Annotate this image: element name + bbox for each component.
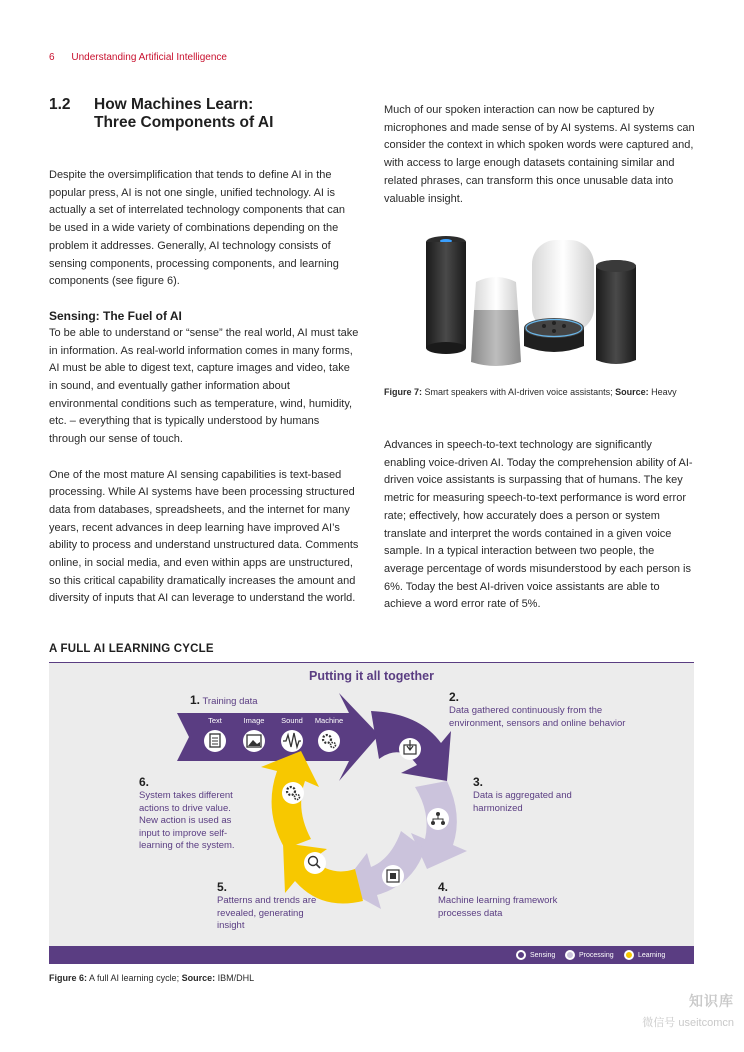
google-home-speaker xyxy=(471,277,521,366)
learning-dot-icon xyxy=(624,950,634,960)
category-sound-label: Sound xyxy=(281,716,303,725)
download-icon xyxy=(399,738,421,760)
figure-6-caption xyxy=(49,973,254,983)
fig7-label: Figure 7: xyxy=(384,387,423,397)
section-title-line1: How Machines Learn: xyxy=(94,96,254,113)
speech-paragraph-2: Advances in speech-to-text technology are significantly enabling voice-driven AI. Today the comprehension ability of AI-driven voice assistants is surpassing that of humans. The key metric for measuring speech-to-text performance is word error rate; effectively, how accurately does a person or system translate and interpret the words contained in a given voice sample. In a typical interaction between two people, the average percentage of words misunderstood by each person is 6%. Today the best AI-driven voice assistants are able to achieve a word error rate of 5%. xyxy=(384,439,693,611)
speech-paragraph-2-block xyxy=(384,437,696,614)
step4-number: 4. xyxy=(438,880,449,894)
fig6-source-label: Source: xyxy=(181,973,216,983)
step4-text: Machine learning framework processes data xyxy=(438,895,558,919)
step5-label xyxy=(217,880,327,933)
step1-number: 1. xyxy=(190,693,201,707)
step3-text: Data is aggregated and harmonized xyxy=(473,790,572,814)
intro-paragraph: Despite the oversimplification that tends to define AI in the popular press, AI is not one single, unified technology. AI is actually a set of interrelated technology components that can be used in a wide variety of combinations depending on the problem it addresses. Generally, AI technology consists of sensing components, processing components, and learning components (see figure 6). xyxy=(49,169,345,288)
category-image-label: Image xyxy=(243,716,265,725)
diagram-title: Putting it all together xyxy=(309,669,434,683)
step3-number: 3. xyxy=(473,775,484,789)
fig7-text: Smart speakers with AI-driven voice assistants; xyxy=(422,387,616,397)
hierarchy-icon xyxy=(427,808,449,830)
sensing-heading: Sensing: The Fuel of AI xyxy=(49,308,182,323)
fig6-source: IBM/DHL xyxy=(215,973,255,983)
legend-sensing-label: Sensing xyxy=(530,951,556,959)
step1-text: Training data xyxy=(202,696,258,707)
step4-label xyxy=(438,880,588,920)
sensing-paragraph-1: To be able to understand or “sense” the real world, AI must take in information. As real-world information comes in many forms, AI must be able to digest text, capture images and video, take in sound, and eventually gather information about environmental conditions such as temperature, wind, humidity, etc. – everything that is typically understood by humans through our sense of touch. xyxy=(49,326,359,446)
fig7-source: Heavy xyxy=(648,387,677,397)
action-gear-icon xyxy=(282,782,304,804)
page-number: 6 xyxy=(49,52,55,63)
chip-icon xyxy=(382,865,404,887)
category-machine-label: Machine xyxy=(314,716,344,725)
legend-learning xyxy=(624,950,665,960)
sensing-dot-icon xyxy=(516,950,526,960)
fig6-label: Figure 6: xyxy=(49,973,88,983)
running-title: Understanding Artificial Intelligence xyxy=(71,52,227,63)
step2-label xyxy=(449,690,659,730)
right-column xyxy=(384,102,696,208)
sound-icon xyxy=(281,730,303,752)
section-title-line2: Three Components of AI xyxy=(94,114,274,131)
legend-learning-label: Learning xyxy=(638,951,666,959)
legend-processing-label: Processing xyxy=(579,951,614,959)
category-text-label: Text xyxy=(208,716,222,725)
step5-number: 5. xyxy=(217,880,228,894)
watermark-line2: 微信号 useitcomcn xyxy=(642,1017,734,1029)
step2-number: 2. xyxy=(449,690,460,704)
text-icon xyxy=(204,730,226,752)
watermark xyxy=(642,990,734,1034)
step5-text: Patterns and trends are revealed, generating insight xyxy=(217,895,317,931)
figure-7-caption-block xyxy=(384,386,696,399)
echo-dot-speaker xyxy=(524,318,584,352)
legend-bar xyxy=(49,946,694,964)
running-header xyxy=(49,52,227,63)
homepod-speaker xyxy=(532,240,594,332)
learning-cycle-diagram xyxy=(49,663,694,946)
left-column xyxy=(49,96,359,608)
step2-text: Data gathered continuously from the environment, sensors and online behavior xyxy=(449,705,626,729)
figure-7-caption xyxy=(384,386,696,399)
fig7-source-label: Source: xyxy=(615,387,649,397)
legend-sensing xyxy=(516,950,555,960)
step6-label xyxy=(139,775,251,853)
smart-speakers-image xyxy=(384,232,684,382)
diagram-heading: A FULL AI LEARNING CYCLE xyxy=(49,643,214,655)
image-icon xyxy=(243,730,265,752)
search-insight-icon xyxy=(304,852,326,874)
echo-speaker xyxy=(596,260,636,364)
legend-processing xyxy=(565,950,614,960)
invoke-speaker xyxy=(426,236,466,354)
speech-paragraph-1: Much of our spoken interaction can now be captured by microphones and made sense of by AI systems. AI systems can consider the context in which spoken words were captured and, with access to large enough datasets containing similar and related phrases, can transform this once unusable data into valuable insight. xyxy=(384,104,695,205)
step6-number: 6. xyxy=(139,775,150,789)
section-number: 1.2 xyxy=(49,96,71,113)
section-heading xyxy=(49,96,359,132)
machine-gear-icon xyxy=(318,730,340,752)
processing-dot-icon xyxy=(565,950,575,960)
step3-label xyxy=(473,775,583,815)
watermark-line1: 知识库 xyxy=(689,993,734,1009)
step1-label xyxy=(190,694,258,709)
step6-text: System takes different actions to drive value. New action is used as input to improve self-learning of the system. xyxy=(139,790,235,851)
fig6-text: A full AI learning cycle; xyxy=(87,973,182,983)
sensing-paragraph-2: One of the most mature AI sensing capabilities is text-based processing. While AI systems have been processing structured data from databases, spreadsheets, and the internet for many years, recent advances in deep learning have improved AI’s ability to process and understand unstructured data. Comments online, in social media, and even within apps are unstructured, so this critical capability dramatically increases the amount and diversity of inputs that AI can leverage to understand the world. xyxy=(49,468,359,605)
